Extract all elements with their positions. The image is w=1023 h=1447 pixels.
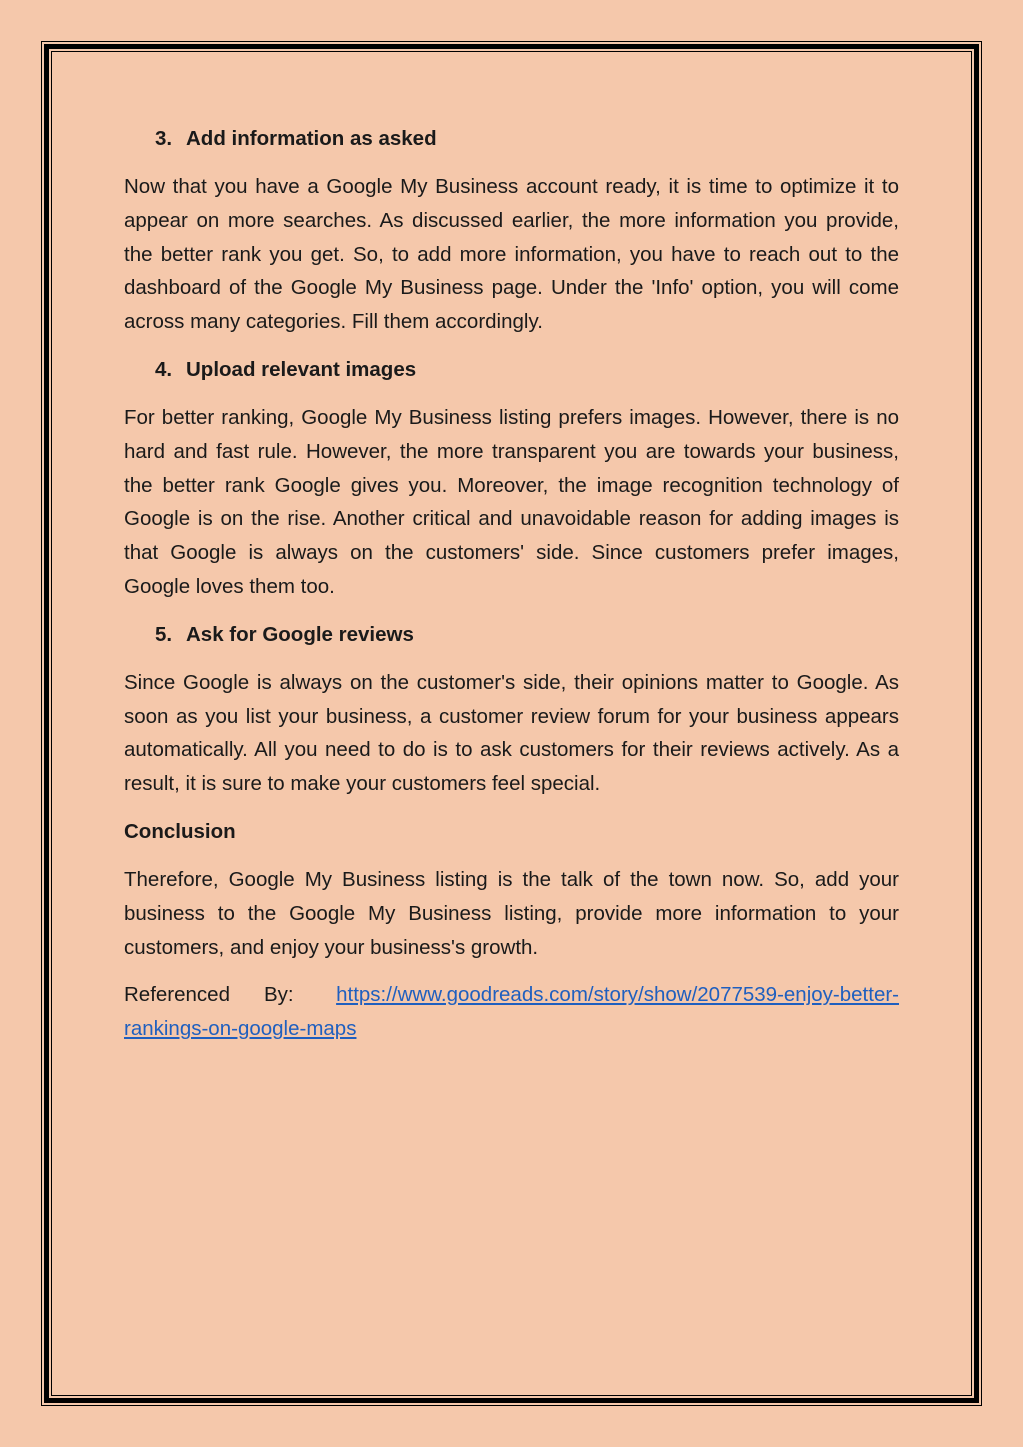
section-number: 4. [155, 357, 173, 381]
conclusion-paragraph: Therefore, Google My Business listing is the talk of the town now. So, add your business to the Google My Business listing, provide more information to your customers, and enjoy your business's growth. [124, 867, 899, 959]
section-paragraph-add-information: Now that you have a Google My Business account ready, it is time to optimize it to appear on more searches. As discussed earlier, the more information you provide, the better rank you get. So, to add more information, you have to reach out to the dashboard of the Google My Business page. Under the 'Info' option, you will come across many categories. Fill them accordingly. [124, 175, 899, 334]
reference-label: Referenced By: [124, 983, 294, 1007]
section-heading-upload-images [124, 353, 899, 387]
section-title: Add information as asked [186, 127, 437, 150]
conclusion-heading: Conclusion [124, 819, 236, 843]
document-body [124, 122, 899, 1046]
section-heading-add-information [124, 122, 899, 156]
reference-line [124, 978, 899, 1046]
section-heading-google-reviews [124, 618, 899, 652]
reference-link[interactable]: https://www.goodreads.com/story/show/2077539-enjoy-better-rankings-on-google-maps [124, 983, 899, 1041]
section-paragraph-upload-images: For better ranking, Google My Business listing prefers images. However, there is no hard and fast rule. However, the more transparent you are towards your business, the better rank Google gives you. Moreover, the image recognition technology of Google is on the rise. Another critical and unavoidable reason for adding images is that Google is always on the customers' side. Since customers prefer images, Google loves them too. [124, 405, 899, 598]
section-number: 3. [155, 127, 173, 150]
section-number: 5. [155, 622, 173, 646]
section-paragraph-google-reviews: Since Google is always on the customer's side, their opinions matter to Google. As soon as you list your business, a customer review forum for your business appears automatically. All you need to do is to ask customers for their reviews actively. As a result, it is sure to make your customers feel special. [124, 670, 899, 796]
section-title: Upload relevant images [186, 357, 417, 381]
section-title: Ask for Google reviews [186, 622, 414, 646]
